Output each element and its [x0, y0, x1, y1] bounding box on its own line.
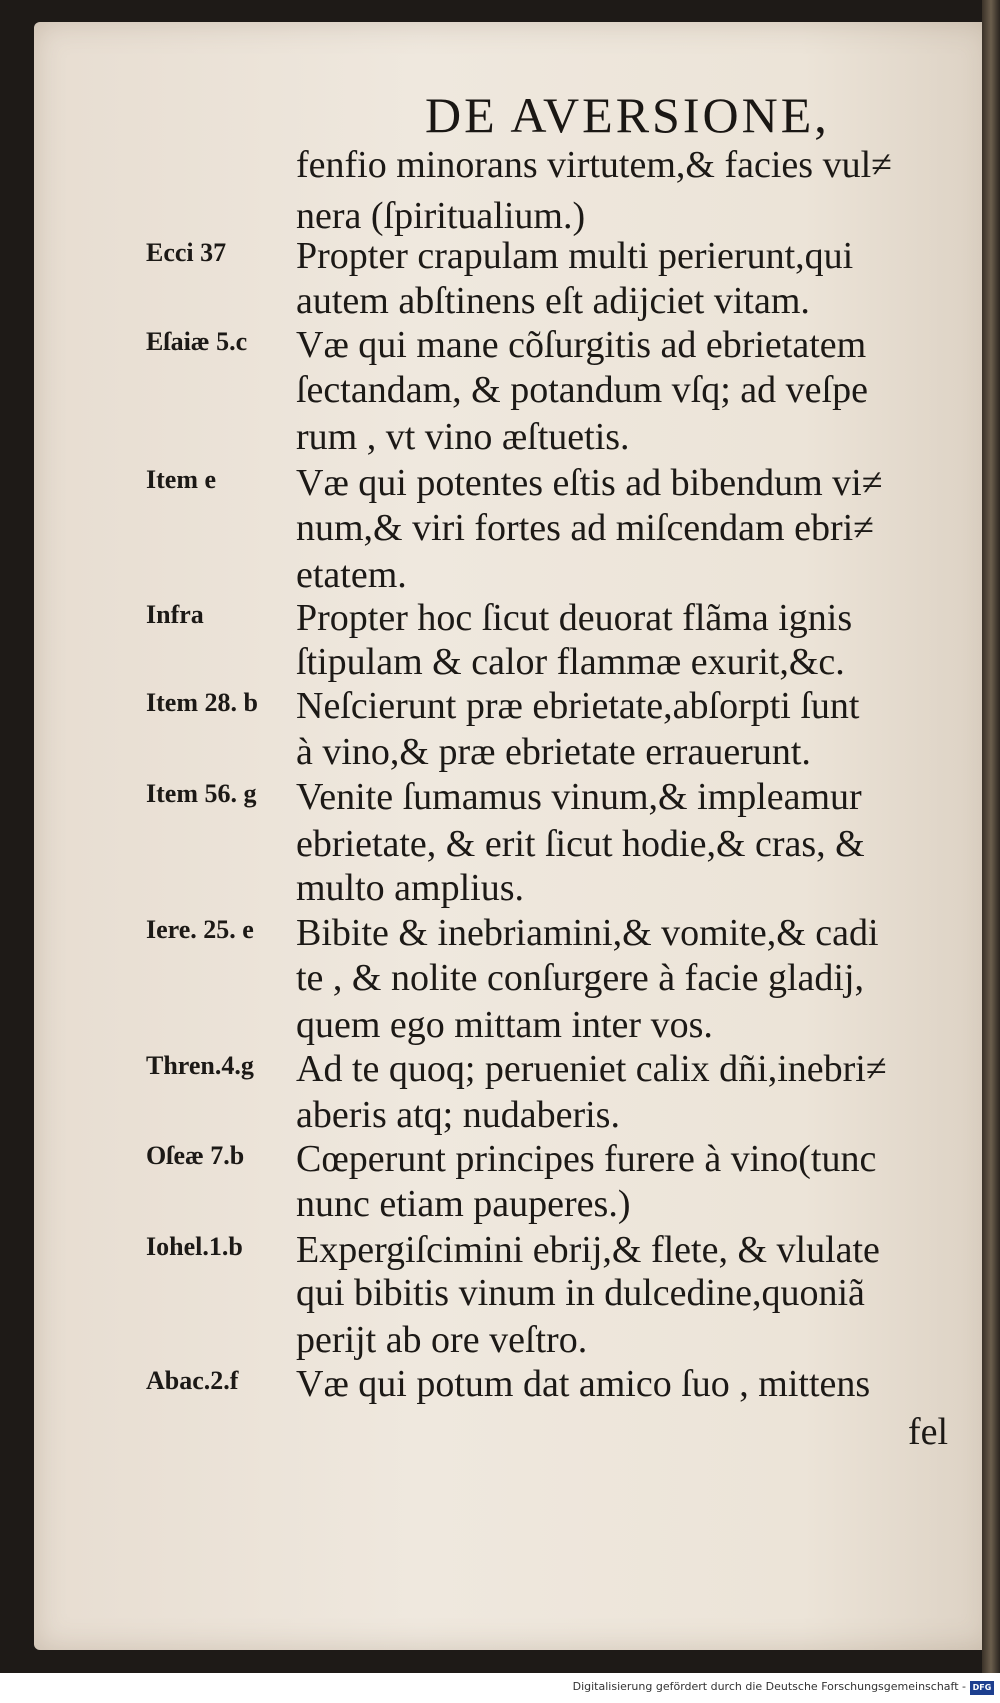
margin-note: Iere. 25. e [146, 915, 254, 944]
text-line: Væ qui potentes eſtis ad bibendum vi≠ [296, 462, 883, 504]
footer-credit: Digitalisierung gefördert durch die Deutsche Forschungsgemeinschaft - [572, 1680, 966, 1693]
margin-note: Item 28. b [146, 688, 258, 717]
margin-note: Infra [146, 600, 204, 629]
dfg-logo-icon: DFG [970, 1681, 994, 1695]
catchword: fel [908, 1411, 949, 1453]
text-line: ſtipulam & calor flammæ exurit,&c. [296, 641, 845, 683]
text-line: multo amplius. [296, 867, 524, 909]
text-line: aberis atq; nudaberis. [296, 1094, 620, 1136]
margin-note: Item 56. g [146, 779, 257, 808]
text-line: nunc etiam pauperes.) [296, 1183, 631, 1225]
margin-note: Iohel.1.b [146, 1232, 243, 1261]
margin-note: Oſeæ 7.b [146, 1141, 245, 1170]
margin-note: Ecci 37 [146, 238, 227, 267]
text-line: à vino,& præ ebrietate errauerunt. [296, 731, 811, 773]
text-line: Propter crapulam multi perierunt,qui [296, 235, 854, 277]
margin-note: Thren.4.g [146, 1051, 254, 1080]
text-line: num,& viri fortes ad miſcendam ebri≠ [296, 507, 875, 549]
text-line: Væ qui potum dat amico ſuo , mittens [296, 1363, 871, 1405]
text-line: Expergiſcimini ebrij,& flete, & vlulate [296, 1229, 880, 1271]
text-line: te , & nolite conſurgere à facie gladij, [296, 957, 865, 999]
margin-note: Item e [146, 465, 217, 494]
text-line: ebrietate, & erit ſicut hodie,& cras, & [296, 823, 865, 865]
text-line: Venite ſumamus vinum,& impleamur [296, 776, 862, 818]
text-line: ſectandam, & potandum vſq; ad veſpe [296, 369, 868, 411]
footer-bar [0, 1673, 1000, 1703]
text-line: etatem. [296, 554, 407, 596]
text-line: Cœperunt principes furere à vino(tunc [296, 1138, 877, 1180]
text-line: perijt ab ore veſtro. [296, 1319, 588, 1361]
text-line: Ad te quoq; perueniet calix dñi,inebri≠ [296, 1048, 887, 1090]
text-line: rum , vt vino æſtuetis. [296, 416, 630, 458]
text-line: quem ego mittam inter vos. [296, 1004, 713, 1046]
text-line: fenfio minorans virtutem,& facies vul≠ [296, 144, 892, 186]
text-line: Propter hoc ſicut deuorat flãma ignis [296, 597, 853, 639]
book-edge [982, 0, 1000, 1703]
margin-note: Abac.2.f [146, 1366, 239, 1395]
text-line: qui bibitis vinum in dulcedine,quoniã [296, 1272, 865, 1314]
text-line: Væ qui mane cõſurgitis ad ebrietatem [296, 324, 867, 366]
margin-note: Eſaiæ 5.c [146, 327, 248, 356]
running-head: DE AVERSIONE, [425, 87, 830, 143]
text-line: nera (ſpiritualium.) [296, 195, 586, 237]
text-line: Neſcierunt præ ebrietate,abſorpti ſunt [296, 685, 860, 727]
text-line: Bibite & inebriamini,& vomite,& cadi [296, 912, 879, 954]
text-line: autem abſtinens eſt adijciet vitam. [296, 280, 810, 322]
